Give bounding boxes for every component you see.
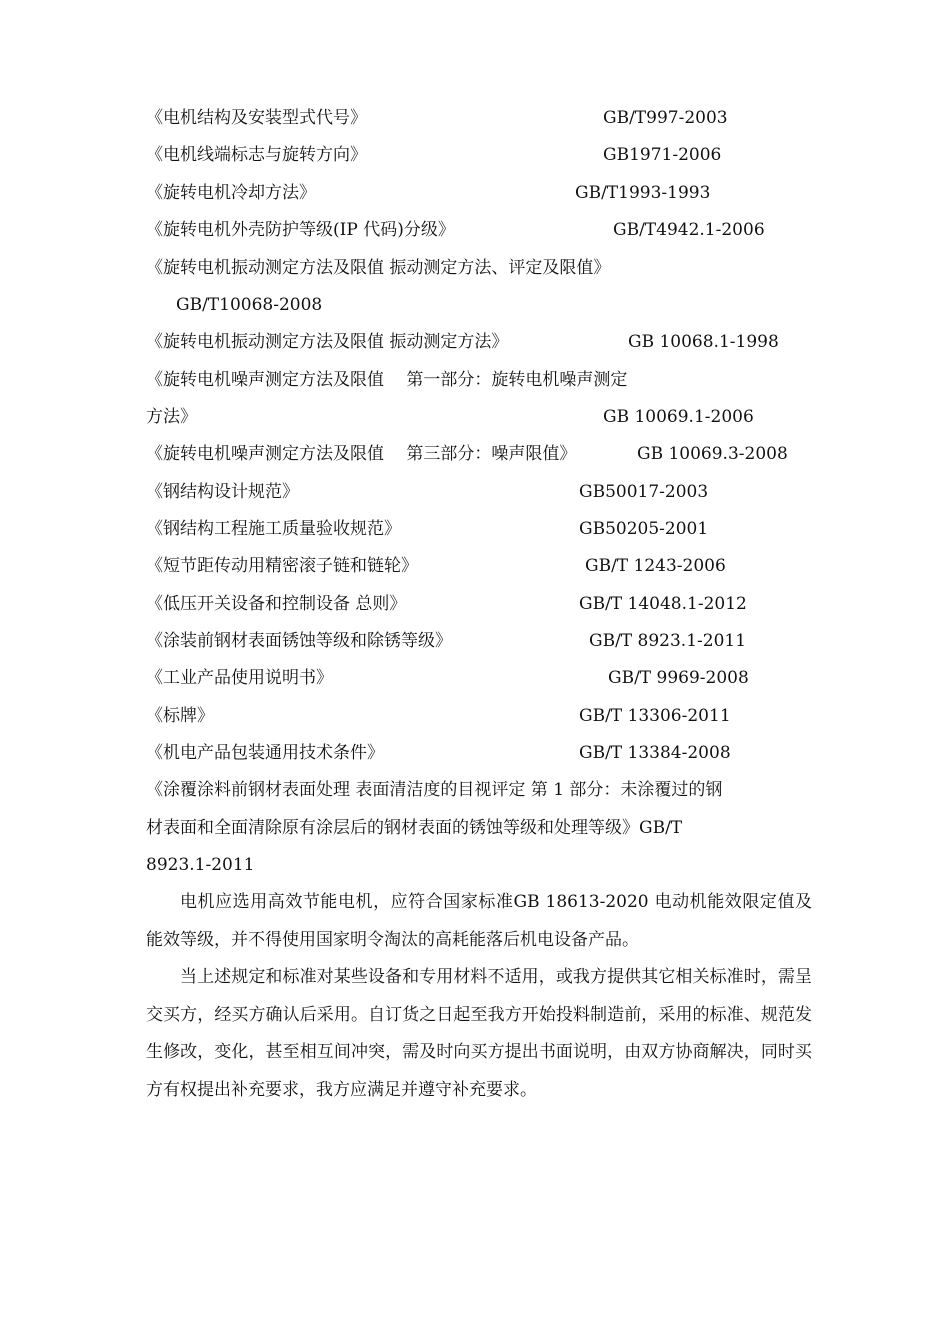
reference-title: 《旋转电机振动测定方法及限值 振动测定方法》 <box>146 332 509 352</box>
reference-code: GB50017-2003 <box>579 482 709 502</box>
body-paragraph: 电机应选用高效节能电机，应符合国家标准GB 18613-2020 电动机能效限定值及能效等级，并不得使用国家明令淘汰的高耗能落后机电设备产品。 <box>146 892 812 950</box>
reference-title: 《旋转电机冷却方法》 <box>146 183 316 203</box>
reference-code: GB/T 9969-2008 <box>608 668 749 688</box>
reference-code: GB/T 13306-2011 <box>579 706 731 726</box>
long-reference-line: 《涂覆涂料前钢材表面处理 表面清洁度的目视评定 第 1 部分：未涂覆过的钢 <box>146 780 723 800</box>
reference-code: GB1971-2006 <box>603 145 722 165</box>
reference-code: GB/T4942.1-2006 <box>613 220 765 240</box>
reference-title: 《电机结构及安装型式代号》 <box>146 108 367 128</box>
reference-code: GB/T 13384-2008 <box>579 743 731 763</box>
reference-code: GB 10069.3-2008 <box>637 444 788 464</box>
long-reference-line: 材表面和全面清除原有涂层后的钢材表面的锈蚀等级和处理等级》GB/T <box>146 818 683 838</box>
reference-code: GB/T 8923.1-2011 <box>589 631 747 651</box>
reference-title: 《旋转电机振动测定方法及限值 振动测定方法、评定及限值》 <box>146 258 611 278</box>
body-paragraph: 当上述规定和标准对某些设备和专用材料不适用，或我方提供其它相关标准时，需呈交买方，经买方确认后采用。自订货之日起至我方开始投料制造前，采用的标准、规范发生修改，变化，甚至相互间冲突，需及时向买方提出书面说明，由双方协商解决，同时买方有权提出补充要求，我方应满足并遵守补充要求。 <box>146 967 812 1100</box>
reference-title: 《钢结构工程施工质量验收规范》 <box>146 519 401 539</box>
reference-title: 《旋转电机噪声测定方法及限值 第三部分：噪声限值》 <box>146 444 577 464</box>
reference-code: GB/T 14048.1-2012 <box>579 594 747 614</box>
reference-title: 《涂装前钢材表面锈蚀等级和除锈等级》 <box>146 631 452 651</box>
reference-code: GB/T10068-2008 <box>176 295 323 315</box>
reference-code: GB/T 1243-2006 <box>585 556 726 576</box>
reference-title: 《钢结构设计规范》 <box>146 482 299 502</box>
reference-title-continued: 方法》 <box>146 407 197 427</box>
reference-title: 《旋转电机噪声测定方法及限值 第一部分：旋转电机噪声测定 <box>146 370 628 390</box>
reference-code: GB 10069.1-2006 <box>603 407 754 427</box>
reference-title: 《短节距传动用精密滚子链和链轮》 <box>146 556 418 576</box>
long-reference-line: 8923.1-2011 <box>146 855 255 875</box>
reference-code: GB/T997-2003 <box>603 108 728 128</box>
reference-code: GB50205-2001 <box>579 519 709 539</box>
reference-title: 《标牌》 <box>146 706 214 726</box>
reference-title: 《低压开关设备和控制设备 总则》 <box>146 594 407 614</box>
reference-code: GB/T1993-1993 <box>575 183 711 203</box>
reference-title: 《旋转电机外壳防护等级(IP 代码)分级》 <box>146 220 455 240</box>
reference-title: 《机电产品包装通用技术条件》 <box>146 743 384 763</box>
reference-code: GB 10068.1-1998 <box>628 332 779 352</box>
reference-title: 《电机线端标志与旋转方向》 <box>146 145 367 165</box>
reference-title: 《工业产品使用说明书》 <box>146 668 333 688</box>
